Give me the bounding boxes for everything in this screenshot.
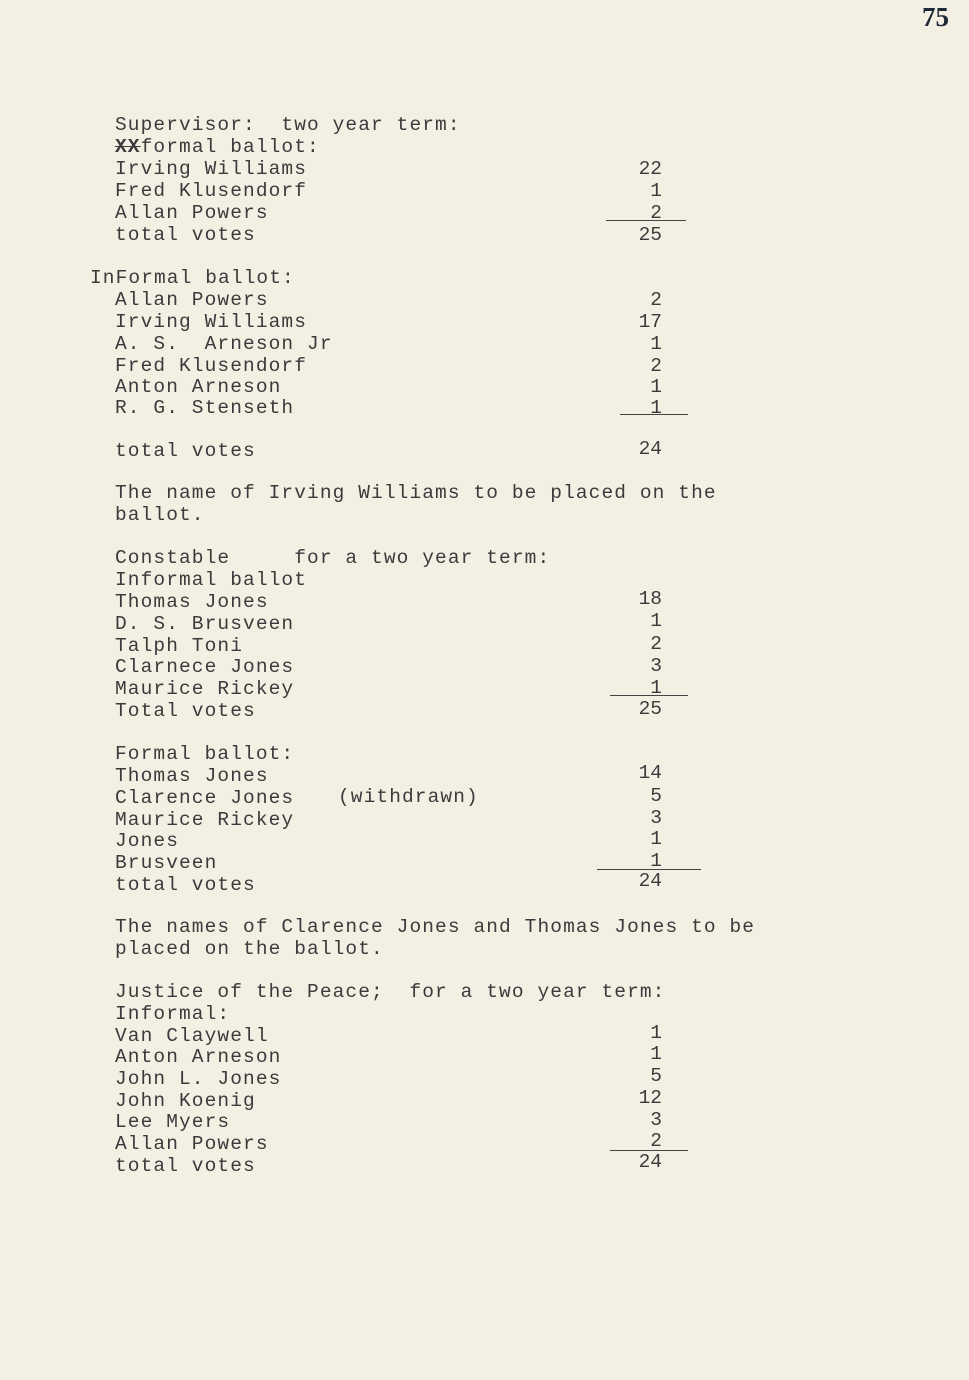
vote-count: 12 [638,1087,662,1109]
vote-count: 2 [650,202,662,224]
note-line: The name of Irving Williams to be placed on the [115,482,717,504]
vote-count: 5 [650,785,662,807]
vote-count: 2 [650,355,662,377]
page-number: 75 [922,2,949,32]
vote-count: 1 [650,1022,662,1044]
candidate-name: D. S. Brusveen [115,613,295,635]
vote-count: 1 [650,376,662,398]
sum-rule [620,414,688,415]
vote-count: 1 [650,397,662,419]
vote-count: 1 [650,677,662,699]
candidate-name: Irving Williams [115,158,308,180]
total-label: Total votes [115,700,256,722]
supervisor-formal-label [115,136,320,158]
informal-label: Informal: [115,1003,231,1025]
total-label: total votes [115,1155,256,1177]
formal-ballot-label: formal ballot: [140,136,320,158]
vote-count: 3 [650,1109,662,1131]
total-count: 25 [638,224,662,246]
vote-count: 17 [638,311,662,333]
formal-ballot-label: Formal ballot: [115,743,295,765]
total-count: 24 [638,1151,662,1173]
vote-count: 22 [638,158,662,180]
candidate-name: Anton Arneson [115,376,282,398]
candidate-name: Fred Klusendorf [115,355,308,377]
vote-count: 18 [638,588,662,610]
total-label: total votes [115,440,256,462]
candidate-name: A. S. Arneson Jr [115,333,333,355]
vote-count: 5 [650,1065,662,1087]
total-count: 24 [638,870,662,892]
vote-count: 3 [650,807,662,829]
struck-text: XX [115,136,141,158]
informal-ballot-label: Informal ballot [115,569,308,591]
candidate-name: Allan Powers [115,202,269,224]
candidate-name: Van Claywell [115,1025,269,1047]
vote-count: 2 [650,289,662,311]
vote-count: 1 [650,1043,662,1065]
candidate-name: Fred Klusendorf [115,180,308,202]
withdrawn-note: (withdrawn) [338,786,479,808]
candidate-name: Maurice Rickey [115,678,295,700]
note-line: placed on the ballot. [115,938,384,960]
supervisor-heading: Supervisor: two year term: [115,114,461,136]
candidate-name: Allan Powers [115,289,269,311]
candidate-name: Thomas Jones [115,591,269,613]
vote-count: 1 [650,610,662,632]
vote-count: 2 [650,1130,662,1152]
justice-heading: Justice of the Peace; for a two year term: [115,981,666,1003]
vote-count: 1 [650,828,662,850]
candidate-name: Clarence Jones [115,787,295,809]
candidate-name: R. G. Stenseth [115,397,295,419]
total-count: 24 [638,438,662,460]
informal-ballot-label: InFormal ballot: [90,267,295,289]
total-label: total votes [115,224,256,246]
total-count: 25 [638,698,662,720]
constable-heading: Constable for a two year term: [115,547,551,569]
candidate-name: Brusveen [115,852,218,874]
candidate-name: Clarnece Jones [115,656,295,678]
vote-count: 2 [650,633,662,655]
vote-count: 1 [650,180,662,202]
note-line: The names of Clarence Jones and Thomas Jones to be [115,916,756,938]
vote-count: 1 [650,333,662,355]
candidate-name: John L. Jones [115,1068,282,1090]
candidate-name: Talph Toni [115,635,244,657]
note-line: ballot. [115,504,205,526]
vote-count: 14 [638,762,662,784]
candidate-name: Irving Williams [115,311,308,333]
candidate-name: John Koenig [115,1090,256,1112]
total-label: total votes [115,874,256,896]
vote-count: 3 [650,655,662,677]
sum-rule [610,695,688,696]
candidate-name: Anton Arneson [115,1046,282,1068]
sum-rule [606,220,686,221]
candidate-name: Allan Powers [115,1133,269,1155]
candidate-name: Lee Myers [115,1111,231,1133]
vote-count: 1 [650,850,662,872]
candidate-name: Thomas Jones [115,765,269,787]
candidate-name: Maurice Rickey [115,809,295,831]
candidate-name: Jones [115,830,180,852]
